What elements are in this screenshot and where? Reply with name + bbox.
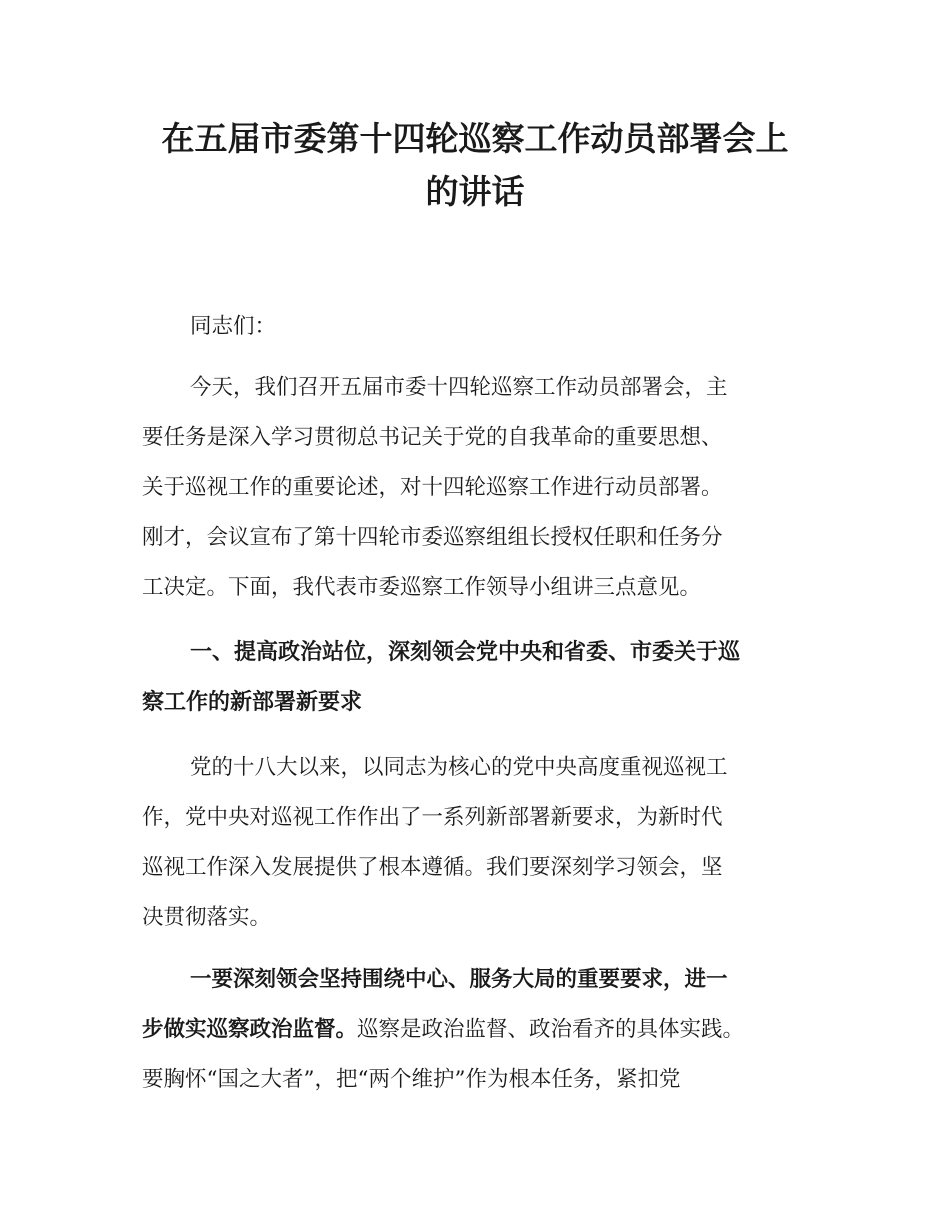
heading-line: 察工作的新部署新要求 bbox=[142, 690, 363, 715]
section-heading-1 bbox=[142, 628, 810, 728]
intro-line: 要任务是深入学习贯彻总书记关于党的自我革命的重要思想、 bbox=[142, 425, 723, 450]
document-title bbox=[140, 112, 810, 218]
intro-paragraph bbox=[142, 363, 810, 613]
body-line: 党的十八大以来，以同志为核心的党中央高度重视巡视工 bbox=[190, 755, 728, 780]
point-1-line-2 bbox=[142, 1005, 810, 1055]
body-line: 巡视工作深入发展提供了根本遵循。我们要深刻学习领会，坚 bbox=[142, 855, 723, 880]
title-line-1: 在五届市委第十四轮巡察工作动员部署会上 bbox=[161, 119, 789, 158]
intro-line: 工决定。下面，我代表市委巡察工作领导小组讲三点意见。 bbox=[142, 575, 702, 600]
greeting: 同志们： bbox=[190, 314, 277, 339]
body-line: 决贯彻落实。 bbox=[142, 905, 272, 930]
title-line-2: 的讲话 bbox=[425, 172, 525, 211]
point-1-bold-line: 一要深刻领会坚持围绕中心、服务大局的重要要求，进一 bbox=[190, 967, 728, 992]
intro-line: 今天，我们召开五届市委十四轮巡察工作动员部署会，主 bbox=[190, 375, 728, 400]
intro-line: 刚才，会议宣布了第十四轮市委巡察组组长授权任职和任务分 bbox=[142, 525, 723, 550]
intro-line: 关于巡视工作的重要论述，对十四轮巡察工作进行动员部署。 bbox=[142, 475, 723, 500]
point-1-bold-lead: 步做实巡察政治监督。 bbox=[142, 1017, 358, 1042]
heading-line: 一、提高政治站位，深刻领会党中央和省委、市委关于巡 bbox=[190, 640, 741, 665]
point-1-line-3: 要胸怀“国之大者”，把“两个维护”作为根本任务，紧扣党 bbox=[142, 1067, 681, 1092]
body-line: 作，党中央对巡视工作作出了一系列新部署新要求，为新时代 bbox=[142, 805, 723, 830]
section-1-paragraph bbox=[142, 743, 810, 943]
point-1-paragraph bbox=[142, 955, 810, 1105]
point-1-rest: 巡察是政治监督、政治看齐的具体实践。 bbox=[357, 1017, 745, 1042]
